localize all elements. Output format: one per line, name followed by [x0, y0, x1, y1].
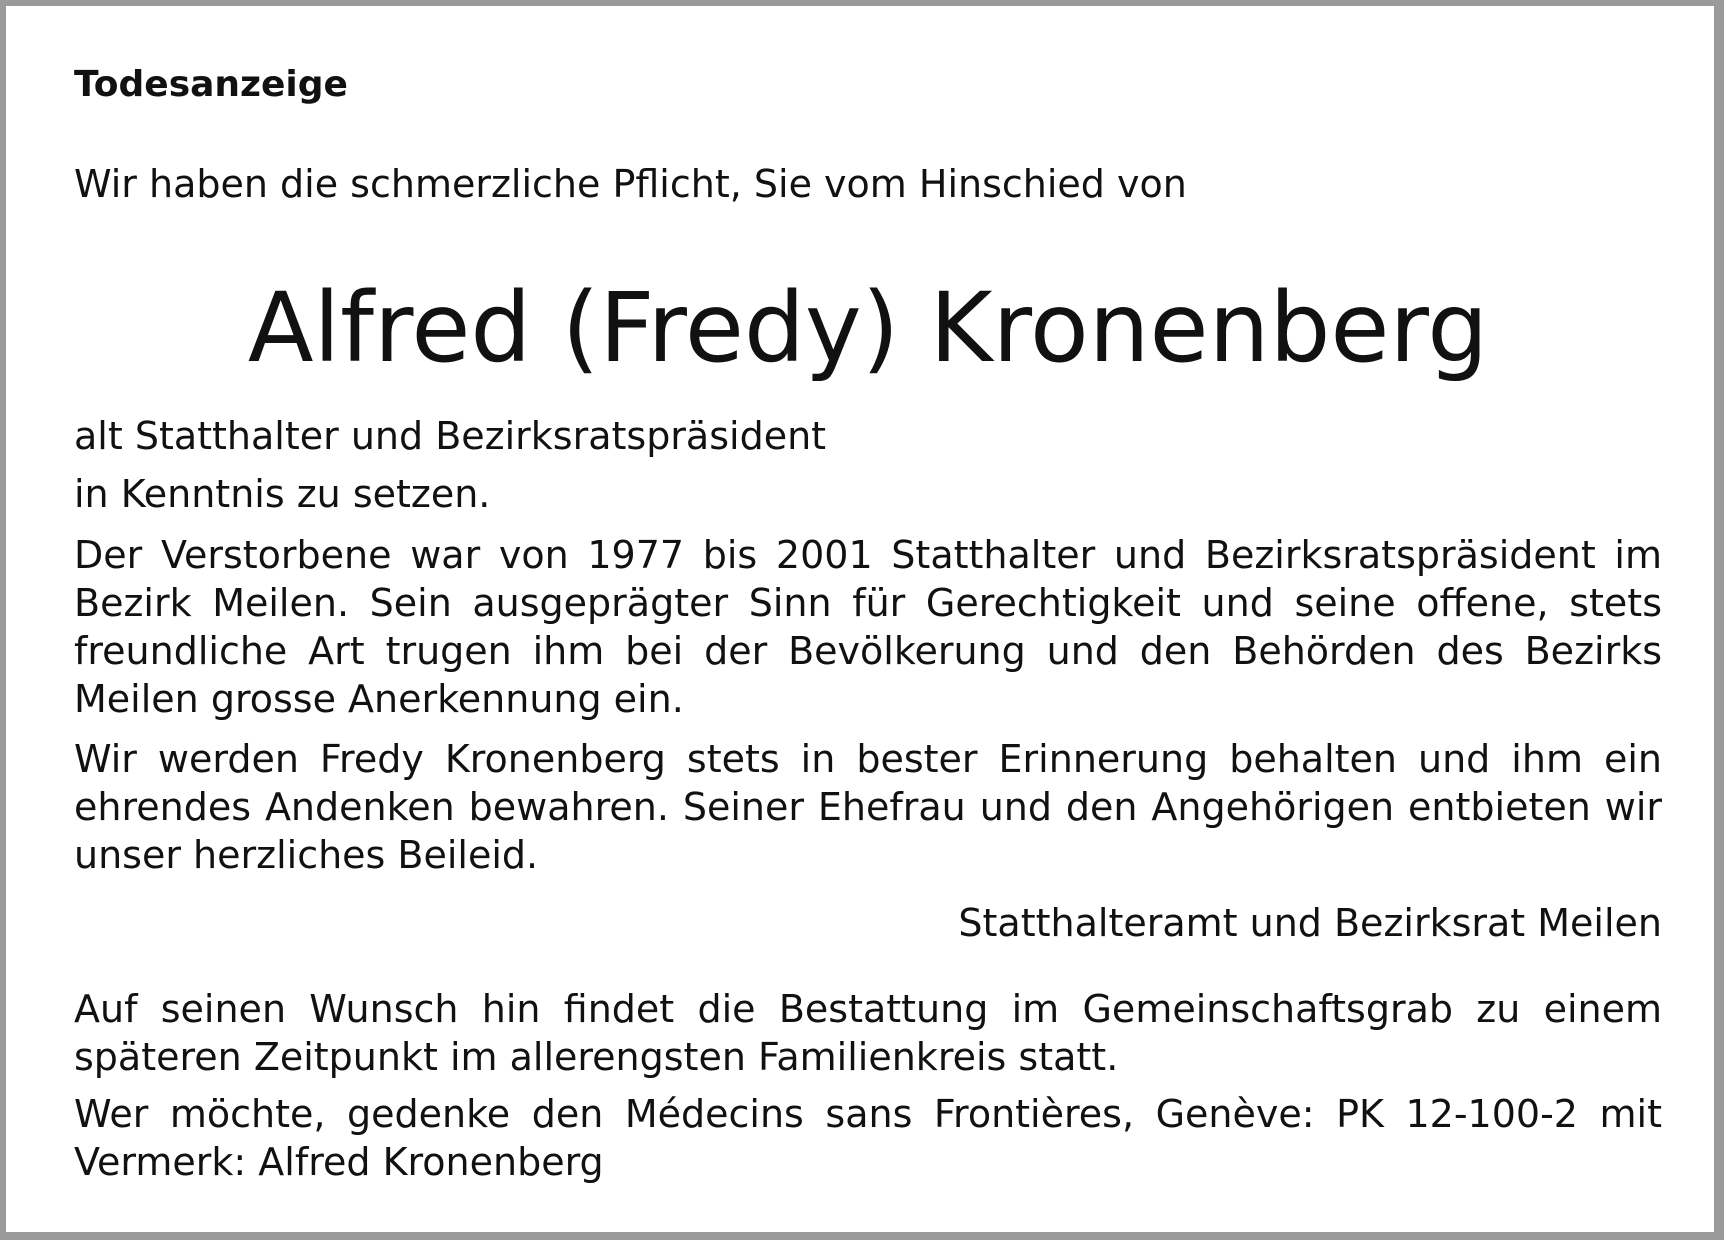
notice-heading: Todesanzeige — [74, 64, 348, 105]
deceased-name: Alfred (Fredy) Kronenberg — [247, 272, 1489, 384]
title-line: alt Statthalter und Bezirksratspräsident — [74, 414, 827, 458]
memory-paragraph: Wir werden Fredy Kronenberg stets in bester Erinnerung behalten und ihm ein ehrendes Andenken bewahren. Seiner Ehefrau und den Angehörigen entbieten wir unser herzliches Beileid. — [74, 737, 1662, 877]
intro-end-text: in Kenntnis zu setzen. — [74, 472, 491, 516]
career-paragraph: Der Verstorbene war von 1977 bis 2001 Statthalter und Bezirksratspräsident im Bezirk Meilen. Sein ausgeprägter Sinn für Gerechtigkeit und seine offene, stets freundliche Art trugen ihm bei der Bevölkerung und den Behörden des Bezirks Meilen grosse Anerkennung ein. — [74, 533, 1662, 721]
signature: Statthalteramt und Bezirksrat Meilen — [958, 901, 1662, 945]
intro-text: Wir haben die schmerzliche Pflicht, Sie vom Hinschied von — [74, 162, 1187, 206]
burial-paragraph: Auf seinen Wunsch hin findet die Bestattung im Gemeinschaftsgrab zu einem späteren Zeitpunkt im allerengsten Familienkreis statt. — [74, 987, 1662, 1079]
donation-paragraph: Wer möchte, gedenke den Médecins sans Frontières, Genève: PK 12-100-2 mit Vermerk: Alfred Kronenberg — [74, 1092, 1662, 1184]
